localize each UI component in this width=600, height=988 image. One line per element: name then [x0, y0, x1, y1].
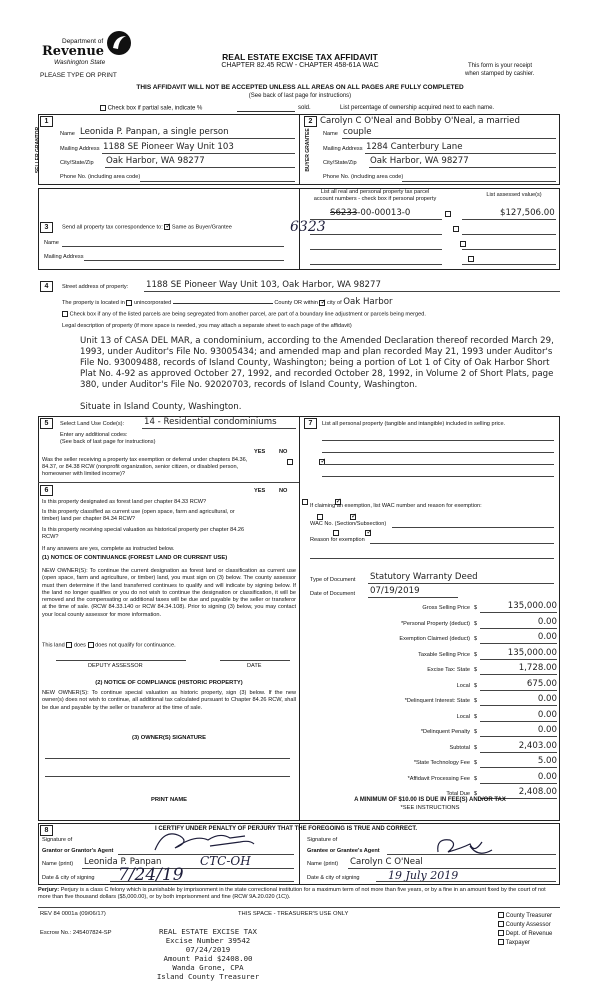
owner-sig-label: (3) OWNER(S) SIGNATURE [132, 735, 206, 741]
doc-date[interactable]: 07/19/2019 [370, 586, 420, 596]
legal-line-3: File No. 93009488, records of Island County, Washington; being a portion of Lot 1 of City of Oak Harbor Short [80, 358, 550, 368]
tax-row-dollar: $ [474, 744, 478, 751]
grantor-date-line [110, 881, 294, 882]
buyer-mail[interactable]: 1284 Canterbury Lane [366, 142, 463, 152]
exempt-question: Was the seller receiving a property tax exemption or deferral under chapters 84.36, 84.37, or 84.38 RCW (nonprofit organization, senior citizen, or disabled person, homeowner with limited income)? [42, 457, 248, 477]
parcel-4-personal-checkbox[interactable] [468, 256, 474, 262]
legal-line-2: 1993, under Auditor's File No. 93005434; and amended map and plan recorded May 21, 1993 under Auditor's [80, 347, 553, 357]
owner-sig-line-2[interactable] [45, 776, 290, 777]
legal-line-5: 380, under Auditor's File No. 92020703, records of Island County, Washington. [80, 380, 418, 390]
deputy-label: DEPUTY ASSESSOR [88, 663, 143, 669]
certify-statement: I CERTIFY UNDER PENALTY OF PERJURY THAT THE FOREGOING IS TRUE AND CORRECT. [155, 826, 418, 832]
grantor-print-label: Name (print) [42, 861, 74, 867]
tax-row-dollar: $ [474, 713, 478, 720]
copy-row [498, 921, 552, 930]
tax-row-label: Gross Selling Price [422, 605, 470, 611]
partial-sale-sold: sold. [298, 105, 311, 111]
please-type: PLEASE TYPE OR PRINT [40, 72, 117, 79]
personal-line-2[interactable] [322, 452, 554, 453]
buyer-city[interactable]: Oak Harbor, WA 98277 [370, 156, 469, 166]
tax-row-dollar: $ [474, 682, 478, 689]
warning: THIS AFFIDAVIT WILL NOT BE ACCEPTED UNLESS ALL AREAS ON ALL PAGES ARE FULLY COMPLETED [136, 84, 464, 91]
tax-row-dollar: $ [474, 775, 478, 782]
seller-city[interactable]: Oak Harbor, WA 98277 [106, 156, 205, 166]
perjury-label: Perjury: [38, 887, 60, 893]
section-8-number: 8 [40, 825, 53, 836]
copy-row [498, 939, 552, 948]
assessed-header: List assessed value(s) [486, 192, 542, 198]
doc-date-line [368, 597, 458, 598]
historic-yes-checkbox[interactable] [333, 530, 339, 536]
section-6-number: 6 [40, 485, 53, 496]
seller-phone-field[interactable] [140, 181, 295, 182]
land-use-line [142, 428, 296, 429]
s5-no: NO [279, 449, 288, 455]
section-3-send-row [62, 224, 232, 230]
reason-label: Reason for exemption [310, 537, 365, 543]
street-line [144, 291, 560, 292]
copy-row [498, 912, 552, 921]
county-or-within: County OR within [274, 300, 318, 306]
seller-mail[interactable]: 1188 SE Pioneer Way Unit 103 [103, 142, 234, 152]
buyer-name-label: Name [323, 131, 338, 137]
seller-city-label: City/State/Zip [60, 160, 94, 166]
does-not-checkbox[interactable] [88, 642, 94, 648]
copy-label: County Treasurer [505, 913, 553, 919]
section-3-mail-field[interactable] [84, 260, 284, 261]
seller-city-line [105, 167, 295, 168]
q-historic: Is this property receiving special valuation as historical property per chapter 84.26 RCW? [42, 527, 245, 540]
land-use[interactable]: 14 - Residential condominiums [144, 417, 277, 427]
exemption-label: If claiming an exemption, list WAC number and reason for exemption: [310, 503, 482, 509]
grantor-date-label: Date & city of signing [42, 875, 95, 881]
s6-yes: YES [254, 488, 266, 494]
section-3-mail-label: Mailing Address [44, 254, 84, 260]
current-use-yes-checkbox[interactable] [317, 514, 323, 520]
tax-row-value[interactable]: 5.00 [537, 756, 557, 766]
legal-line-6: Situate in Island County, Washington. [80, 402, 242, 412]
section-7-number: 7 [304, 418, 317, 429]
tax-row-line [480, 705, 557, 706]
legal-label: Legal description of property (if more space is needed, you may attach a separate sheet to each page of the affidavit) [62, 323, 352, 329]
form-title: REAL ESTATE EXCISE TAX AFFIDAVIT [222, 52, 378, 62]
buyer-city-line [369, 167, 556, 168]
warning-sub: (See back of last page for instructions) [248, 93, 352, 99]
grantee-print-label: Name (print) [307, 861, 339, 867]
tax-row-value[interactable]: 2,403.00 [518, 740, 557, 751]
tax-row-dollar: $ [474, 620, 478, 627]
section-3-name-field[interactable] [62, 246, 284, 247]
print-name-label: PRINT NAME [150, 797, 188, 803]
buyer-name-line1[interactable]: Carolyn C O'Neal and Bobby O'Neal, a married [320, 116, 520, 126]
grantee-print-name[interactable]: Carolyn C O'Neal [350, 857, 423, 867]
tax-row-label: Taxable Selling Price [418, 651, 470, 658]
section-1-2-divider [299, 114, 300, 185]
buyer-phone-field[interactable] [402, 181, 556, 182]
parcel-3-personal-checkbox[interactable] [460, 241, 466, 247]
stamp-line-2: Excise Number 39542 [165, 936, 251, 945]
grantee-date-label: Date & city of signing [307, 875, 360, 881]
section-5-number: 5 [40, 418, 53, 429]
parcel-header-1: List all real and personal property tax parcel [320, 189, 430, 195]
tax-row-dollar: $ [474, 698, 478, 704]
wac-field[interactable] [392, 527, 554, 528]
tax-row-line [480, 721, 557, 722]
logo-dept-state: Washington State [54, 59, 106, 66]
additional-codes-label: Enter any additional codes: [60, 432, 128, 438]
section-4-number: 4 [40, 281, 53, 292]
segregated-checkbox[interactable] [62, 311, 68, 317]
personal-line-3[interactable] [322, 464, 554, 465]
segregated-label: Check box if any of the listed parcels are being segregated from another parcel, are part of a boundary line adjustment or parcels being merged. [69, 311, 426, 318]
tax-row-dollar: $ [474, 667, 478, 673]
same-as-buyer-label: Same as Buyer/Grantee [171, 224, 232, 231]
grantee-sig-label: Signature of [307, 837, 338, 843]
deputy-date-line[interactable] [220, 660, 290, 661]
rev-number: REV 84 0001a (09/06/17) [40, 911, 106, 917]
copy-checkbox[interactable] [498, 930, 504, 936]
parcel-2-personal-checkbox[interactable] [453, 226, 459, 232]
perjury-divider [38, 907, 560, 908]
perjury-notice [38, 887, 560, 901]
tax-row-value[interactable]: 0.00 [537, 632, 557, 642]
doc-type-label: Type of Document [310, 577, 356, 583]
tax-row-value[interactable]: 135,000.00 [507, 647, 557, 658]
continuance-row [42, 642, 176, 648]
doc-type[interactable]: Statutory Warranty Deed [370, 572, 478, 582]
tax-row-label: Local [456, 713, 470, 720]
exempt-yes-checkbox[interactable] [287, 459, 293, 465]
send-correspondence-label: Send all property tax correspondence to: [62, 224, 163, 231]
receipt-note-1: This form is your receipt [468, 63, 533, 69]
deputy-line[interactable] [56, 660, 186, 661]
tax-row-value[interactable]: 2,408.00 [518, 787, 557, 797]
tax-row-value[interactable]: 0.00 [537, 709, 557, 720]
tax-row-dollar: $ [474, 651, 478, 658]
tax-row-dollar: $ [474, 729, 478, 735]
grantor-sig-label: Signature of [42, 837, 73, 843]
copy-row [498, 930, 552, 939]
tax-row-label: *Affidavit Processing Fee [407, 775, 470, 782]
property-city[interactable]: Oak Harbor [343, 297, 393, 307]
tax-row-value[interactable]: 0.00 [537, 616, 557, 627]
logo-swoosh-icon [106, 30, 132, 56]
receipt-note-2: when stamped by cashier. [465, 71, 535, 77]
treasurer-only: THIS SPACE - TREASURER'S USE ONLY [238, 911, 349, 917]
notice-2-title: (2) NOTICE OF COMPLIANCE (HISTORIC PROPERTY) [95, 680, 243, 686]
section-2-number: 2 [304, 116, 317, 127]
buyer-name-line [342, 138, 556, 139]
grantor-handwritten-note: CTC-OH [200, 854, 251, 868]
current-use-no-checkbox[interactable] [350, 514, 356, 520]
historic-no-checkbox[interactable] [365, 530, 371, 536]
section-3-number: 3 [40, 222, 53, 233]
buyer-phone-label: Phone No. (including area code) [323, 174, 404, 180]
does-checkbox[interactable] [66, 642, 72, 648]
copy-checkbox[interactable] [498, 921, 504, 927]
assessed-row-1-line [462, 219, 556, 220]
parcel-row-4-line [310, 264, 442, 265]
assessed-row-2-line [462, 234, 556, 235]
tax-row-value[interactable]: 0.00 [537, 725, 557, 735]
notice-1-title: (1) NOTICE OF CONTINUANCE (FOREST LAND OR CURRENT USE) [42, 555, 228, 561]
section-3-name-label: Name [44, 240, 59, 246]
tax-row-line [480, 643, 557, 644]
stamp-line-4: Amount Paid $2408.00 [163, 954, 253, 963]
tax-row-line [480, 659, 557, 660]
street-label: Street address of property: [62, 284, 129, 290]
tax-row-line [480, 628, 557, 629]
personal-line-4[interactable] [322, 476, 554, 477]
copy-checkbox[interactable] [498, 939, 504, 945]
tax-row-line [480, 690, 557, 691]
copy-distribution [498, 912, 552, 948]
legal-line-4: Plat No. 4-92 as approved October 27, 1992, and recorded October 28, 1992, in Volume 2 of Short Plats, page [80, 369, 554, 379]
tax-row-label: *Delinquent Penalty [420, 729, 470, 735]
notice-2-text: NEW OWNER(S): To continue special valuation as historic property, sign (3) below. If the new owner(s) does not wish to continue, all additional tax calculated pursuant to Chapter 84.26 RCW, shall be due and payable by the seller or transferor at the time of sale. [42, 690, 296, 711]
copy-label: Dept. of Revenue [505, 931, 553, 937]
notice-1-text: NEW OWNER(S): To continue the current designation as forest land or classification as current use (open space, farm and agriculture, or timber) land, you must sign on (3) below. The county assessor must then determine if the land transferred continues to qualify and will indicate by signing below. If the land no longer qualifies or you do not wish to continue the designation or classification, it will be removed and the compensating or additional taxes will be due and payable by the seller or transferor at the time of sale. (RCW 84.33.140 or RCW 84.34.108). Prior to signing (3) below, you may contact your local county assessor for more information. [42, 568, 296, 618]
unincorporated-label: unincorporated [133, 300, 172, 306]
q-forest: Is this property designated as forest land per chapter 84.33 RCW? [42, 499, 207, 505]
seller-name[interactable]: Leonida P. Panpan, a single person [80, 127, 229, 137]
city-checkbox[interactable] [319, 300, 325, 306]
seller-phone-label: Phone No. (including area code) [60, 174, 141, 180]
logo-dept-line: Department of [62, 38, 104, 45]
tax-row-line [480, 752, 557, 753]
seller-name-label: Name [60, 131, 75, 137]
buyer-mail-label: Mailing Address [323, 146, 363, 152]
tax-row-label: Subtotal [449, 744, 470, 751]
tax-row-label: *State Technology Fee [413, 760, 470, 766]
tax-row-value[interactable]: 1,728.00 [518, 663, 557, 673]
tax-row-line [480, 783, 557, 784]
stamp-line-1: REAL ESTATE EXCISE TAX [159, 927, 257, 936]
partial-sale-row [100, 105, 560, 112]
treasurer-stamp [148, 927, 268, 981]
personal-property-label: List all personal property (tangible and intangible) included in selling price. [322, 421, 506, 427]
reason-field[interactable] [370, 543, 554, 544]
copy-label: County Assessor [505, 922, 551, 928]
tax-row-label: Exemption Claimed (deduct) [399, 636, 470, 642]
grantor-print-line [82, 868, 294, 869]
escrow-number: Escrow No.: 245407824-SP [40, 930, 112, 936]
wac-label: WAC No. (Section/Subsection) [310, 521, 387, 527]
tax-row-label: Local [456, 682, 470, 689]
this-land: This land [42, 642, 65, 649]
land-use-label: Select Land Use Code(s): [60, 421, 125, 427]
tax-row-label: Excise Tax: State [427, 667, 470, 673]
parcel-1[interactable] [330, 208, 410, 218]
stamp-line-6: Island County Treasurer [156, 972, 260, 981]
tax-row-line [480, 674, 557, 675]
section-5-7-divider [299, 416, 300, 821]
tax-row-dollar: $ [474, 791, 478, 797]
q-current-use: Is this property classified as current use (open space, farm and agricultural, or timber) land per chapter 84.34 RCW? [42, 509, 235, 522]
grantor-date[interactable]: 7/24/19 [118, 865, 184, 885]
forest-yes-checkbox[interactable] [302, 499, 308, 505]
tax-row-value[interactable]: 0.00 [537, 771, 557, 782]
parcel-row-2-line [310, 234, 442, 235]
grantee-signature-icon [430, 832, 500, 862]
deputy-date-label: DATE [247, 663, 262, 669]
owner-sig-line-1[interactable] [45, 758, 290, 759]
doc-type-line [368, 583, 554, 584]
copy-label: Taxpayer [505, 940, 530, 946]
see-back-label: (See back of last page for instructions) [60, 439, 156, 445]
grantee-agent-label: Grantee or Grantee's Agent [307, 848, 380, 854]
unincorporated-checkbox[interactable] [126, 300, 132, 306]
parcel-1-struck: S6233 [330, 208, 358, 218]
segregated-row [62, 311, 426, 317]
parcel-1-number: -00-00013-0 [357, 208, 411, 218]
located-label: The property is located in [62, 300, 125, 306]
tax-row-value[interactable]: 675.00 [526, 678, 557, 689]
parcel-header-2: account numbers - check box if personal property [313, 196, 437, 202]
stamp-line-3: 07/24/2019 [185, 945, 231, 954]
tax-row-dollar: $ [474, 636, 478, 642]
tax-row-label: Total Due [446, 791, 470, 797]
seller-mail-label: Mailing Address [60, 146, 100, 152]
parcel-row-1-line [310, 219, 442, 220]
grantor-signature-icon [150, 824, 260, 858]
dor-logo [40, 30, 135, 70]
tax-row-dollar: $ [474, 605, 478, 611]
partial-sale-checkbox[interactable] [100, 105, 106, 111]
seller-name-line [79, 138, 295, 139]
grantee-date-line [376, 881, 556, 882]
tax-row-line [480, 612, 557, 613]
same-as-buyer-checkbox[interactable] [164, 224, 170, 230]
seller-side-label: SELLER GRANTOR [35, 126, 41, 174]
located-row [62, 297, 392, 307]
tax-row-label: *Personal Property (deduct) [400, 620, 470, 627]
stamp-line-5: Wanda Grone, CPA [172, 963, 244, 972]
partial-sale-ownership-note: List percentage of ownership acquired next to each name. [340, 105, 495, 111]
buyer-city-label: City/State/Zip [323, 160, 357, 166]
tax-row-value[interactable]: 135,000.00 [507, 601, 557, 611]
assessed-row-3-line [462, 249, 556, 250]
tax-row-label: *Delinquent Interest: State [404, 698, 470, 704]
section-5-bottom [38, 482, 299, 483]
parcel-row-3-line [310, 249, 442, 250]
minimum-fee-note: A MINIMUM OF $10.00 IS DUE IN FEE(S) AND/OR TAX [354, 797, 506, 803]
parcel-1-handwritten: 6323 [290, 219, 326, 235]
section-1-number: 1 [40, 116, 53, 127]
copy-checkbox[interactable] [498, 912, 504, 918]
partial-sale-label: Check box if partial sale, indicate % [107, 105, 203, 112]
seller-mail-line [102, 153, 295, 154]
reason-field-2[interactable] [310, 558, 554, 559]
grantor-print-name[interactable]: Leonida P. Panpan [84, 857, 162, 867]
buyer-mail-line [365, 153, 556, 154]
does-label: does [73, 642, 86, 649]
section-8-divider [299, 823, 300, 885]
if-yes-note: If any answers are yes, complete as instructed below. [42, 546, 175, 552]
tax-row-line [480, 736, 557, 737]
legal-line-1: Unit 13 of CASA DEL MAR, a condominium, according to the Amended Declaration thereof recorded March 29, [80, 336, 554, 346]
s5-yes: YES [254, 449, 266, 455]
grantee-date[interactable]: 19 July 2019 [388, 869, 459, 882]
buyer-name-line2[interactable]: couple [343, 127, 372, 137]
buyer-side-label: BUYER GRANTEE [305, 128, 311, 172]
does-not-label: does not qualify for continuance. [95, 642, 176, 649]
street-address[interactable]: 1188 SE Pioneer Way Unit 103, Oak Harbor, WA 98277 [146, 280, 381, 290]
tax-row-value[interactable]: 0.00 [537, 694, 557, 704]
assessed-1[interactable]: $127,506.00 [500, 208, 555, 218]
tax-row-line [480, 767, 557, 768]
assessed-row-4-line [462, 264, 556, 265]
doc-date-label: Date of Document [310, 591, 356, 597]
partial-sale-pct-field[interactable] [237, 111, 295, 112]
grantor-agent-label: Grantor or Grantor's Agent [42, 848, 114, 854]
logo-dept-name: Revenue [42, 44, 105, 59]
perjury-text: Perjury is a class C felony which is punishable by imprisonment in the state correctional institution for a maximum term of not more than five years, or by a fine in an amount fixed by the court of not more than five thousand dollars ($5,000.00), or by both imprisonment and fine (RCW 9A.20.020 (1C)). [38, 887, 546, 900]
s6-no: NO [279, 488, 288, 494]
form-chapter: CHAPTER 82.45 RCW - CHAPTER 458-61A WAC [221, 62, 379, 69]
tax-row-dollar: $ [474, 760, 478, 766]
parcel-1-personal-checkbox[interactable] [445, 211, 451, 217]
see-instructions: *SEE INSTRUCTIONS [400, 805, 460, 811]
personal-line-1[interactable] [322, 440, 554, 441]
city-of-label: city of [327, 300, 342, 306]
